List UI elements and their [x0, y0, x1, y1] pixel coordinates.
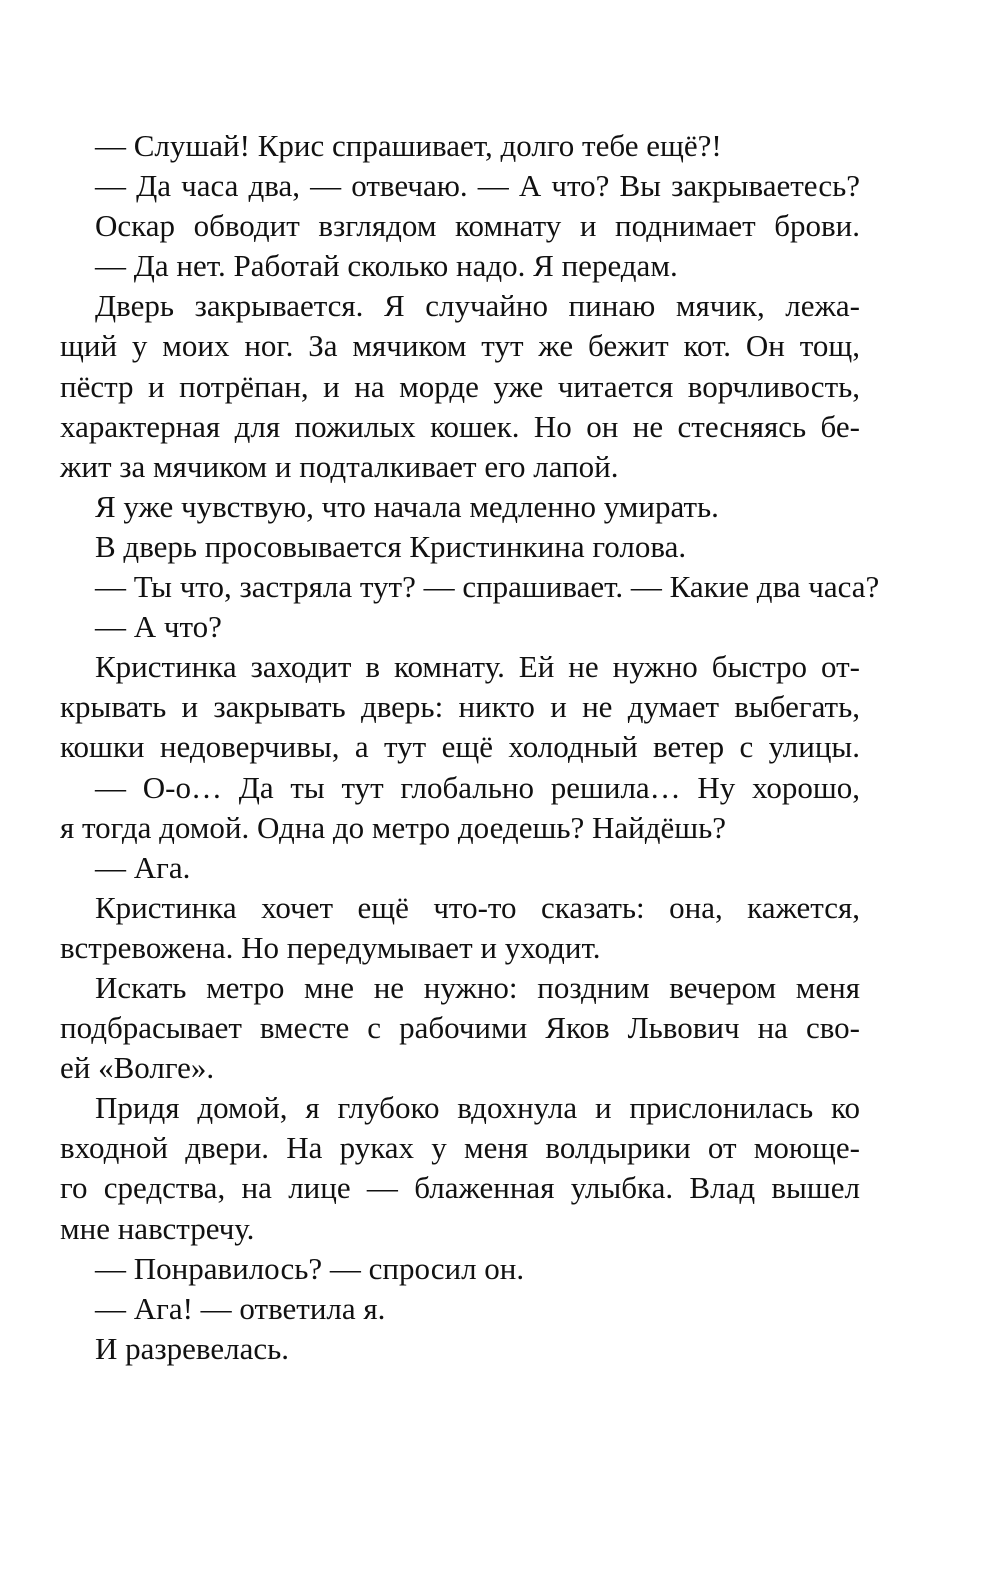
text-line: — Ага! — ответила я.: [95, 1290, 386, 1326]
text-line: го средства, на лице — блаженная улыбка. Влад вышел: [60, 1170, 860, 1206]
text-line: жит за мячиком и подталкивает его лапой.: [60, 448, 619, 484]
text-line: Кристинка заходит в комнату. Ей не нужно быстро от-: [95, 649, 860, 685]
text-line: щий у моих ног. За мячиком тут же бежит кот. Он тощ,: [60, 328, 860, 364]
text-line: — О-о… Да ты тут глобально решила… Ну хорошо,: [95, 769, 860, 805]
text-line: кошки недоверчивы, а тут ещё холодный ветер с улицы.: [60, 729, 860, 765]
text-line: — Слушай! Крис спрашивает, долго тебе ещё?!: [95, 128, 722, 163]
text-line: я тогда домой. Одна до метро доедешь? Найдёшь?: [60, 809, 727, 845]
text-line: В дверь просовывается Кристинкина голова.: [95, 528, 687, 564]
text-line: встревожена. Но передумывает и уходит.: [60, 929, 601, 965]
text-line: входной двери. На руках у меня волдырики от моюще-: [60, 1130, 860, 1166]
text-line: Я уже чувствую, что начала медленно умирать.: [95, 488, 719, 524]
text-line: подбрасывает вместе с рабочими Яков Львович на сво-: [60, 1010, 860, 1046]
text-line: Кристинка хочет ещё что-то сказать: она, кажется,: [95, 889, 860, 925]
text-line: Искать метро мне не нужно: поздним вечером меня: [95, 969, 860, 1005]
text-line: характерная для пожилых кошек. Но он не стесняясь бе-: [60, 408, 860, 444]
text-line: И разревелась.: [95, 1330, 289, 1366]
text-line: Придя домой, я глубоко вдохнула и прислонилась ко: [95, 1090, 860, 1126]
text-line: ей «Волге».: [60, 1050, 215, 1086]
text-line: пёстр и потрёпан, и на морде уже читается ворчливость,: [60, 368, 860, 404]
text-line: — Да часа два, — отвечаю. — А что? Вы закрываетесь?: [95, 168, 860, 204]
text-line: крывать и закрывать дверь: никто и не думает выбегать,: [60, 689, 860, 725]
text-line: — Ты что, застряла тут? — спрашивает. — Какие два часа?: [95, 569, 880, 605]
text-line: — Да нет. Работай сколько надо. Я передам.: [95, 248, 678, 284]
text-line: — Ага.: [95, 849, 191, 885]
text-line: — Понравилось? — спросил он.: [95, 1250, 525, 1286]
book-page-text: [60, 126, 880, 1369]
text-line: — А что?: [95, 609, 222, 645]
text-line: Дверь закрывается. Я случайно пинаю мячик, лежа-: [95, 288, 860, 324]
text-line: мне навстречу.: [60, 1210, 255, 1246]
text-line: Оскар обводит взглядом комнату и поднимает брови.: [95, 208, 860, 244]
